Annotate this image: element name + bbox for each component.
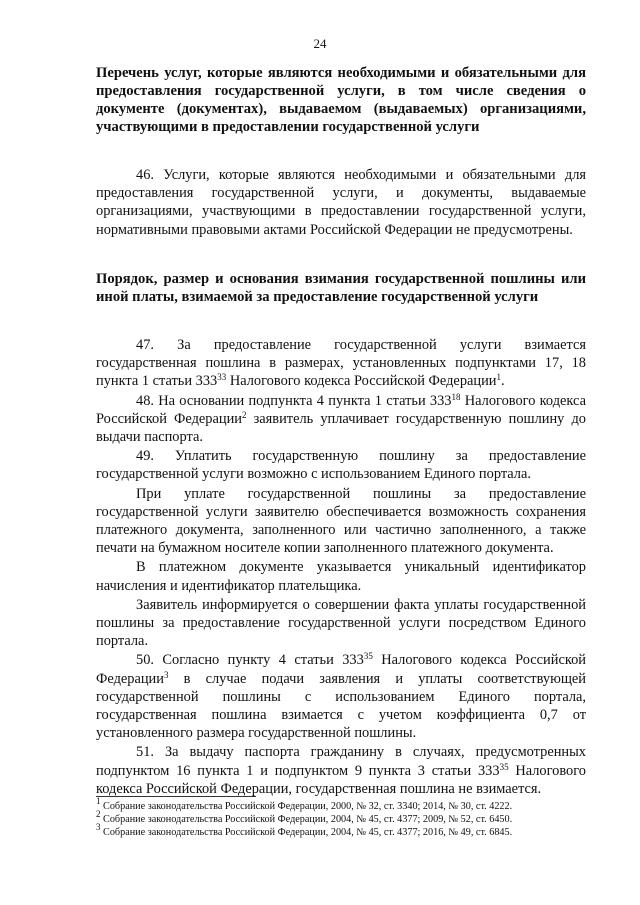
paragraph-50: 50. Согласно пункту 4 статьи $333^{35}$ Налогового кодекса Российской Федерации$^3$ в случае подачи заявления и уплаты соответствующей государственной пошлины с использованием Единого портала, государственная пошлина взимается с учетом коэффициента 0,7 от установленного размера государственной пошлины. — [96, 651, 586, 742]
paragraph-47: 47. За предоставление государственной услуги взимается государственная пошлина в размерах, установленных подпунктами 17, 18 пункта 1 статьи $333^{33}$ Налогового кодекса Российской Федерации$^1$. — [96, 337, 586, 390]
footnote-3: $^3$ Собрание законодательства Российской Федерации, 2004, № 45, ст. 4377; 2016, № 49, ст. 6845. — [96, 822, 513, 839]
paragraph-49-payment: При уплате государственной пошлины за предоставление государственной услуги заявителю обеспечивается возможность сохранения платежного документа, заполненного или частично заполненного, а также печати на бумажном носителе копии заполненного платежного документа. — [96, 485, 586, 557]
footnote-ref: 3 — [163, 669, 169, 680]
footnote-1: $^1$ Собрание законодательства Российской Федерации, 2000, № 32, ст. 3340; 2014, № 30, ст. 4222. — [96, 796, 513, 812]
section-heading-services: Перечень услуг, которые являются необходимыми и обязательными для предоставления государственной услуги, в том числе сведения о документе (документах), выдаваемом (выдаваемых) организациями, участвующими в предоставлении государственной услуги — [96, 65, 586, 135]
paragraph-51: 51. За выдачу паспорта гражданину в случаях, предусмотренных подпунктом 16 пункта 1 и подпунктом 9 пункта 3 статьи $333^{35}$ Налогового кодекса Российской Федерации, государственная пошлина не взимается. — [96, 744, 586, 797]
page-number: 24 — [313, 36, 327, 51]
article-superscript: 33 — [217, 372, 227, 383]
footnote-ref: 2 — [242, 409, 247, 420]
paragraph-49: 49. Уплатить государственную пошлину за предоставление государственной услуги возможно с использованием Единого портала. — [96, 448, 586, 483]
paragraph-49-identifier: В платежном документе указывается уникальный идентификатор начисления и идентификатор плательщика. — [96, 559, 586, 594]
footnotes — [96, 796, 586, 840]
footnote-ref: 1 — [496, 372, 502, 383]
section-body-services — [96, 166, 586, 239]
section-body-fee — [96, 336, 586, 798]
article-superscript: 35 — [499, 761, 509, 772]
article-superscript: 35 — [363, 651, 373, 662]
section-heading-fee: Порядок, размер и основания взимания государственной пошлины или иной платы, взимаемой за предоставление государственной услуги — [96, 271, 586, 305]
paragraph-49-notification: Заявитель информируется о совершении факта уплаты государственной пошлины за предоставление государственной услуги посредством Единого портала. — [96, 596, 586, 650]
paragraph-46: 46. Услуги, которые являются необходимыми и обязательными для предоставления государственной услуги, и документы, выдаваемые организациями, участвующими в предоставлении государственной услуги, нормативными правовыми актами Российской Федерации не предусмотрены. — [96, 167, 586, 238]
paragraph-48: 48. На основании подпункта 4 пункта 1 статьи $333^{18}$ Налогового кодекса Российской Федерации$^2$ заявитель уплачивает государственную пошлину до выдачи паспорта. — [96, 391, 587, 446]
footnote-divider — [96, 796, 256, 797]
footnote-2: $^2$ Собрание законодательства Российской Федерации, 2004, № 45, ст. 4377; 2009, № 52, ст. 6450. — [96, 809, 513, 826]
article-superscript: 18 — [451, 391, 461, 402]
